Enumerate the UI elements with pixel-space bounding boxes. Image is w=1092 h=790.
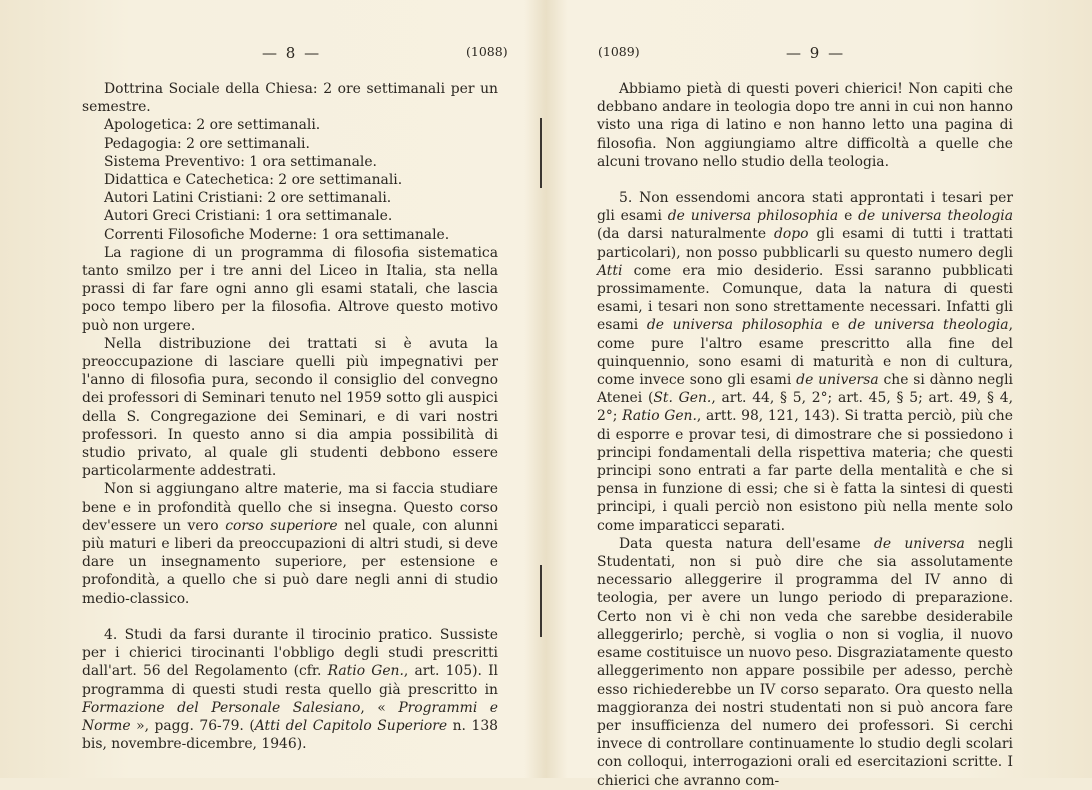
margin-mark (540, 565, 542, 637)
left-page-number: — 8 — (262, 44, 322, 62)
right-page-number: — 9 — (786, 44, 846, 62)
paragraph: Nella distribuzione dei trattati si è avuta la preoccupazione di lasciare quelli più impegnativi per l'anno di filosofia pura, secondo il consiglio del convegno dei professori di Seminari tenuto nel 1959 sotto gli auspici della S. Congregazione dei Seminari, e di vari nostri professori. In questo anno si dia ampia possibilità di studio privato, al quale gli studenti debbono essere particolarmente addestrati. (82, 335, 498, 480)
list-intro: Dottrina Sociale della Chiesa: 2 ore settimanali per un semestre. (82, 81, 498, 116)
list-item: Autori Greci Cristiani: 1 ora settimanale. (104, 208, 393, 225)
paragraph: Data questa natura dell'esame de universa negli Studentati, non si può dire che sia assolutamente necessario alleggerire il programma del IV anno di teologia, per avere un lungo periodo di preparazione. Certo non vi è chi non veda che sarebbe desiderabile alleggerirlo; perchè, si voglia o non si voglia, il nuovo esame costituisce un nuovo peso. Disgraziatamente questo alleggerimento non appare possibile per adesso, perchè esso richiederebbe un IV corso separato. Ora questo nella maggioranza dei nostri studentati non si può ancora fare per insufficienza del numero dei professori. Si cerchi invece di controllare continuamente lo studio degli scolari con colloqui, interrogazioni orali ed esercitazioni scritte. I chierici che avranno com- (597, 535, 1013, 789)
list-item: Correnti Filosofiche Moderne: 1 ora settimanale. (104, 226, 450, 243)
left-page (0, 0, 546, 778)
left-text-column (82, 80, 498, 753)
list-item: Autori Latini Cristiani: 2 ore settimanali. (104, 190, 392, 207)
list-item: Didattica e Catechetica: 2 ore settimanali. (104, 172, 403, 189)
list-item: Pedagogia: 2 ore settimanali. (104, 135, 310, 152)
list-item: Apologetica: 2 ore settimanali. (104, 117, 321, 134)
paragraph: Abbiamo pietà di questi poveri chierici! Non capiti che debbano andare in teologia dopo tre anni in cui non hanno visto una riga di latino e non hanno letto una pagina di filosofia. Non aggiungiamo altre difficoltà a quelle che alcuni trovano nello studio della teologia. (597, 81, 1013, 170)
list-item: Sistema Preventivo: 1 ora settimanale. (104, 153, 377, 170)
paragraph: Non si aggiungano altre materie, ma si faccia studiare bene e in profondità quello che si insegna. Questo corso dev'essere un vero corso superiore nel quale, con alunni più maturi e liberi da preoccupazioni di altri studi, si deve dare un insegnamento superiore, per estensione e profondità, a quello che si può dare negli anni di studio medio-classico. (82, 481, 499, 607)
right-text-column (597, 80, 1013, 790)
section-5-paragraph: 5. Non essendomi ancora stati approntati i tesari per gli esami de universa philosophia e de universa theologia (da darsi naturalmente dopo gli esami di tutti i trattati particolari), non posso pubblicarli su questo numero degli Atti come era mio desiderio. Essi saranno pubblicati prossimamente. Comunque, data la natura di questi esami, i tesari non sono strettamente necessari. Infatti gli esami de universa philosophia e de universa theologia, come pure l'altro esame prescritto alla fine del quinquennio, sono esami di maturità e non di cultura, come invece sono gli esami de universa che si dànno negli Atenei (St. Gen., art. 44, § 5, 2°; art. 45, § 5; art. 49, § 4, 2°; Ratio Gen., artt. 98, 121, 143). Si tratta perciò, più che di esporre e provar tesi, di dimostrare che si possiedono i principi fondamentali della rispettiva materia; che questi principi sono entrati a far parte della mentalità e che si pensa in funzione di essi; che si è fatta la sintesi di questi principi, i quali perciò non esistono più nella mente solo come imparaticci separati. (597, 190, 1013, 534)
right-archive-number: (1089) (598, 44, 640, 59)
section-4-paragraph: 4. Studi da farsi durante il tirocinio pratico. Sussiste per i chierici tirocinanti l'obbligo degli studi prescritti dall'art. 56 del Regolamento (cfr. Ratio Gen., art. 105). Il programma di questi studi resta quello già prescritto in Formazione del Personale Salesiano, « Programmi e Norme », pagg. 76-79. (Atti del Capitolo Superiore n. 138 bis, novembre-dicembre, 1946). (82, 626, 499, 753)
left-archive-number: (1088) (466, 44, 508, 59)
margin-mark (540, 118, 542, 188)
paragraph: La ragione di un programma di filosofia sistematica tanto smilzo per i tre anni del Liceo in Italia, sta nella prassi di far fare ogni anno gli esami statali, che lascia poco tempo libero per la filosofia. Altrove questo motivo può non urgere. (82, 244, 498, 334)
